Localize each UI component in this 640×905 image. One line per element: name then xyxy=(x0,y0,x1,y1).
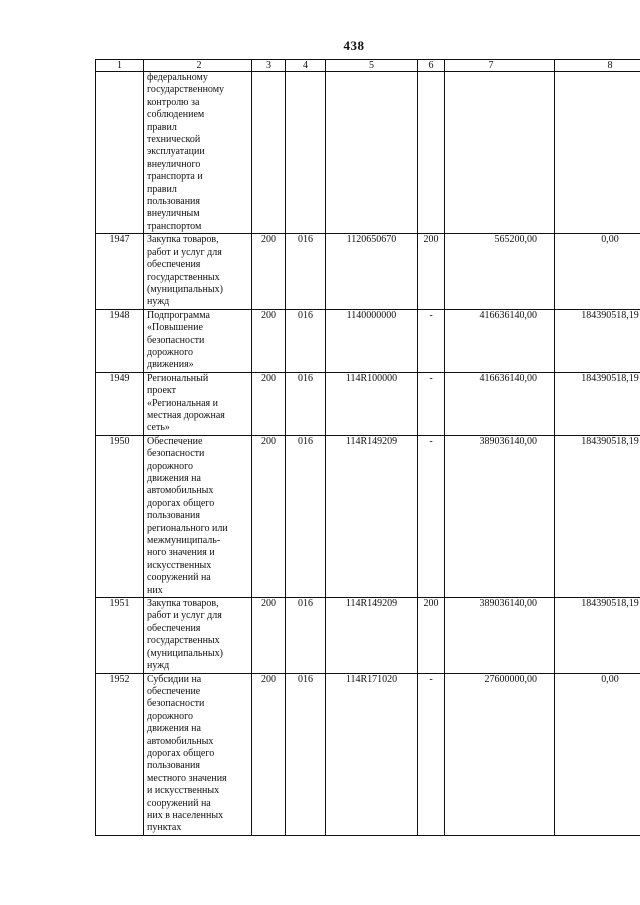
cell-col7: 389036140,00 xyxy=(445,435,555,597)
item-name: Закупка товаров, работ и услуг для обеспечения государственных (муниципальных) нужд xyxy=(144,598,252,673)
cell-col7: 565200,00 xyxy=(445,234,555,309)
column-header-4: 4 xyxy=(286,60,326,72)
cell-col5: 1140000000 xyxy=(326,309,418,372)
cell-col8: 184390518,19 xyxy=(555,598,640,673)
row-number: 1948 xyxy=(96,309,144,372)
cell-col6: - xyxy=(418,309,445,372)
table-row xyxy=(96,309,640,372)
column-header-5: 5 xyxy=(326,60,418,72)
row-number xyxy=(96,72,144,234)
cell-col5 xyxy=(326,72,418,234)
cell-col7: 416636140,00 xyxy=(445,372,555,435)
column-header-2: 2 xyxy=(144,60,252,72)
cell-col3: 200 xyxy=(252,598,286,673)
cell-col5: 1120650670 xyxy=(326,234,418,309)
item-name: Субсидии на обеспечение безопасности дорожного движения на автомобильных дорогах общего пользования местного значения и искусственных сооружений на них в населенных пунктах xyxy=(144,673,252,835)
cell-col4: 016 xyxy=(286,372,326,435)
column-number-header-row xyxy=(96,60,640,72)
row-number: 1947 xyxy=(96,234,144,309)
cell-col4: 016 xyxy=(286,435,326,597)
page-number: 438 xyxy=(343,38,365,53)
column-header-3: 3 xyxy=(252,60,286,72)
cell-col5: 114R149209 xyxy=(326,598,418,673)
cell-col3: 200 xyxy=(252,673,286,835)
cell-col6 xyxy=(418,72,445,234)
row-number: 1950 xyxy=(96,435,144,597)
cell-col6: - xyxy=(418,673,445,835)
cell-col8: 0,00 xyxy=(555,234,640,309)
cell-col3: 200 xyxy=(252,309,286,372)
item-name: Региональный проект «Региональная и местная дорожная сеть» xyxy=(144,372,252,435)
cell-col7: 27600000,00 xyxy=(445,673,555,835)
row-number: 1951 xyxy=(96,598,144,673)
cell-col5: 114R171020 xyxy=(326,673,418,835)
table-row xyxy=(96,234,640,309)
cell-col4 xyxy=(286,72,326,234)
column-header-1: 1 xyxy=(96,60,144,72)
cell-col6: 200 xyxy=(418,598,445,673)
cell-col3: 200 xyxy=(252,435,286,597)
cell-col8: 184390518,19 xyxy=(555,309,640,372)
cell-col5: 114R149209 xyxy=(326,435,418,597)
cell-col8 xyxy=(555,72,640,234)
cell-col8: 0,00 xyxy=(555,673,640,835)
cell-col4: 016 xyxy=(286,673,326,835)
cell-col7 xyxy=(445,72,555,234)
cell-col8: 184390518,19 xyxy=(555,372,640,435)
cell-col3: 200 xyxy=(252,372,286,435)
column-header-6: 6 xyxy=(418,60,445,72)
row-number: 1949 xyxy=(96,372,144,435)
item-name: Закупка товаров, работ и услуг для обеспечения государственных (муниципальных) нужд xyxy=(144,234,252,309)
table-row xyxy=(96,598,640,673)
item-name: Подпрограмма «Повышение безопасности дорожного движения» xyxy=(144,309,252,372)
cell-col5: 114R100000 xyxy=(326,372,418,435)
item-name: Обеспечение безопасности дорожного движения на автомобильных дорогах общего пользования регионального или межмуниципаль- ного значения и искусственных сооружений на них xyxy=(144,435,252,597)
cell-col4: 016 xyxy=(286,598,326,673)
budget-table xyxy=(95,59,640,836)
item-name: федеральному государственному контролю за соблюдением правил технической эксплуатации внеуличного транспорта и правил пользования внеуличным транспортом xyxy=(144,72,252,234)
row-number: 1952 xyxy=(96,673,144,835)
cell-col7: 389036140,00 xyxy=(445,598,555,673)
cell-col6: - xyxy=(418,372,445,435)
cell-col4: 016 xyxy=(286,309,326,372)
cell-col7: 416636140,00 xyxy=(445,309,555,372)
table-row xyxy=(96,435,640,597)
cell-col8: 184390518,19 xyxy=(555,435,640,597)
table-row xyxy=(96,673,640,835)
table-row xyxy=(96,72,640,234)
column-header-8: 8 xyxy=(555,60,640,72)
column-header-7: 7 xyxy=(445,60,555,72)
cell-col3 xyxy=(252,72,286,234)
cell-col6: 200 xyxy=(418,234,445,309)
cell-col3: 200 xyxy=(252,234,286,309)
table-row xyxy=(96,372,640,435)
cell-col6: - xyxy=(418,435,445,597)
cell-col4: 016 xyxy=(286,234,326,309)
